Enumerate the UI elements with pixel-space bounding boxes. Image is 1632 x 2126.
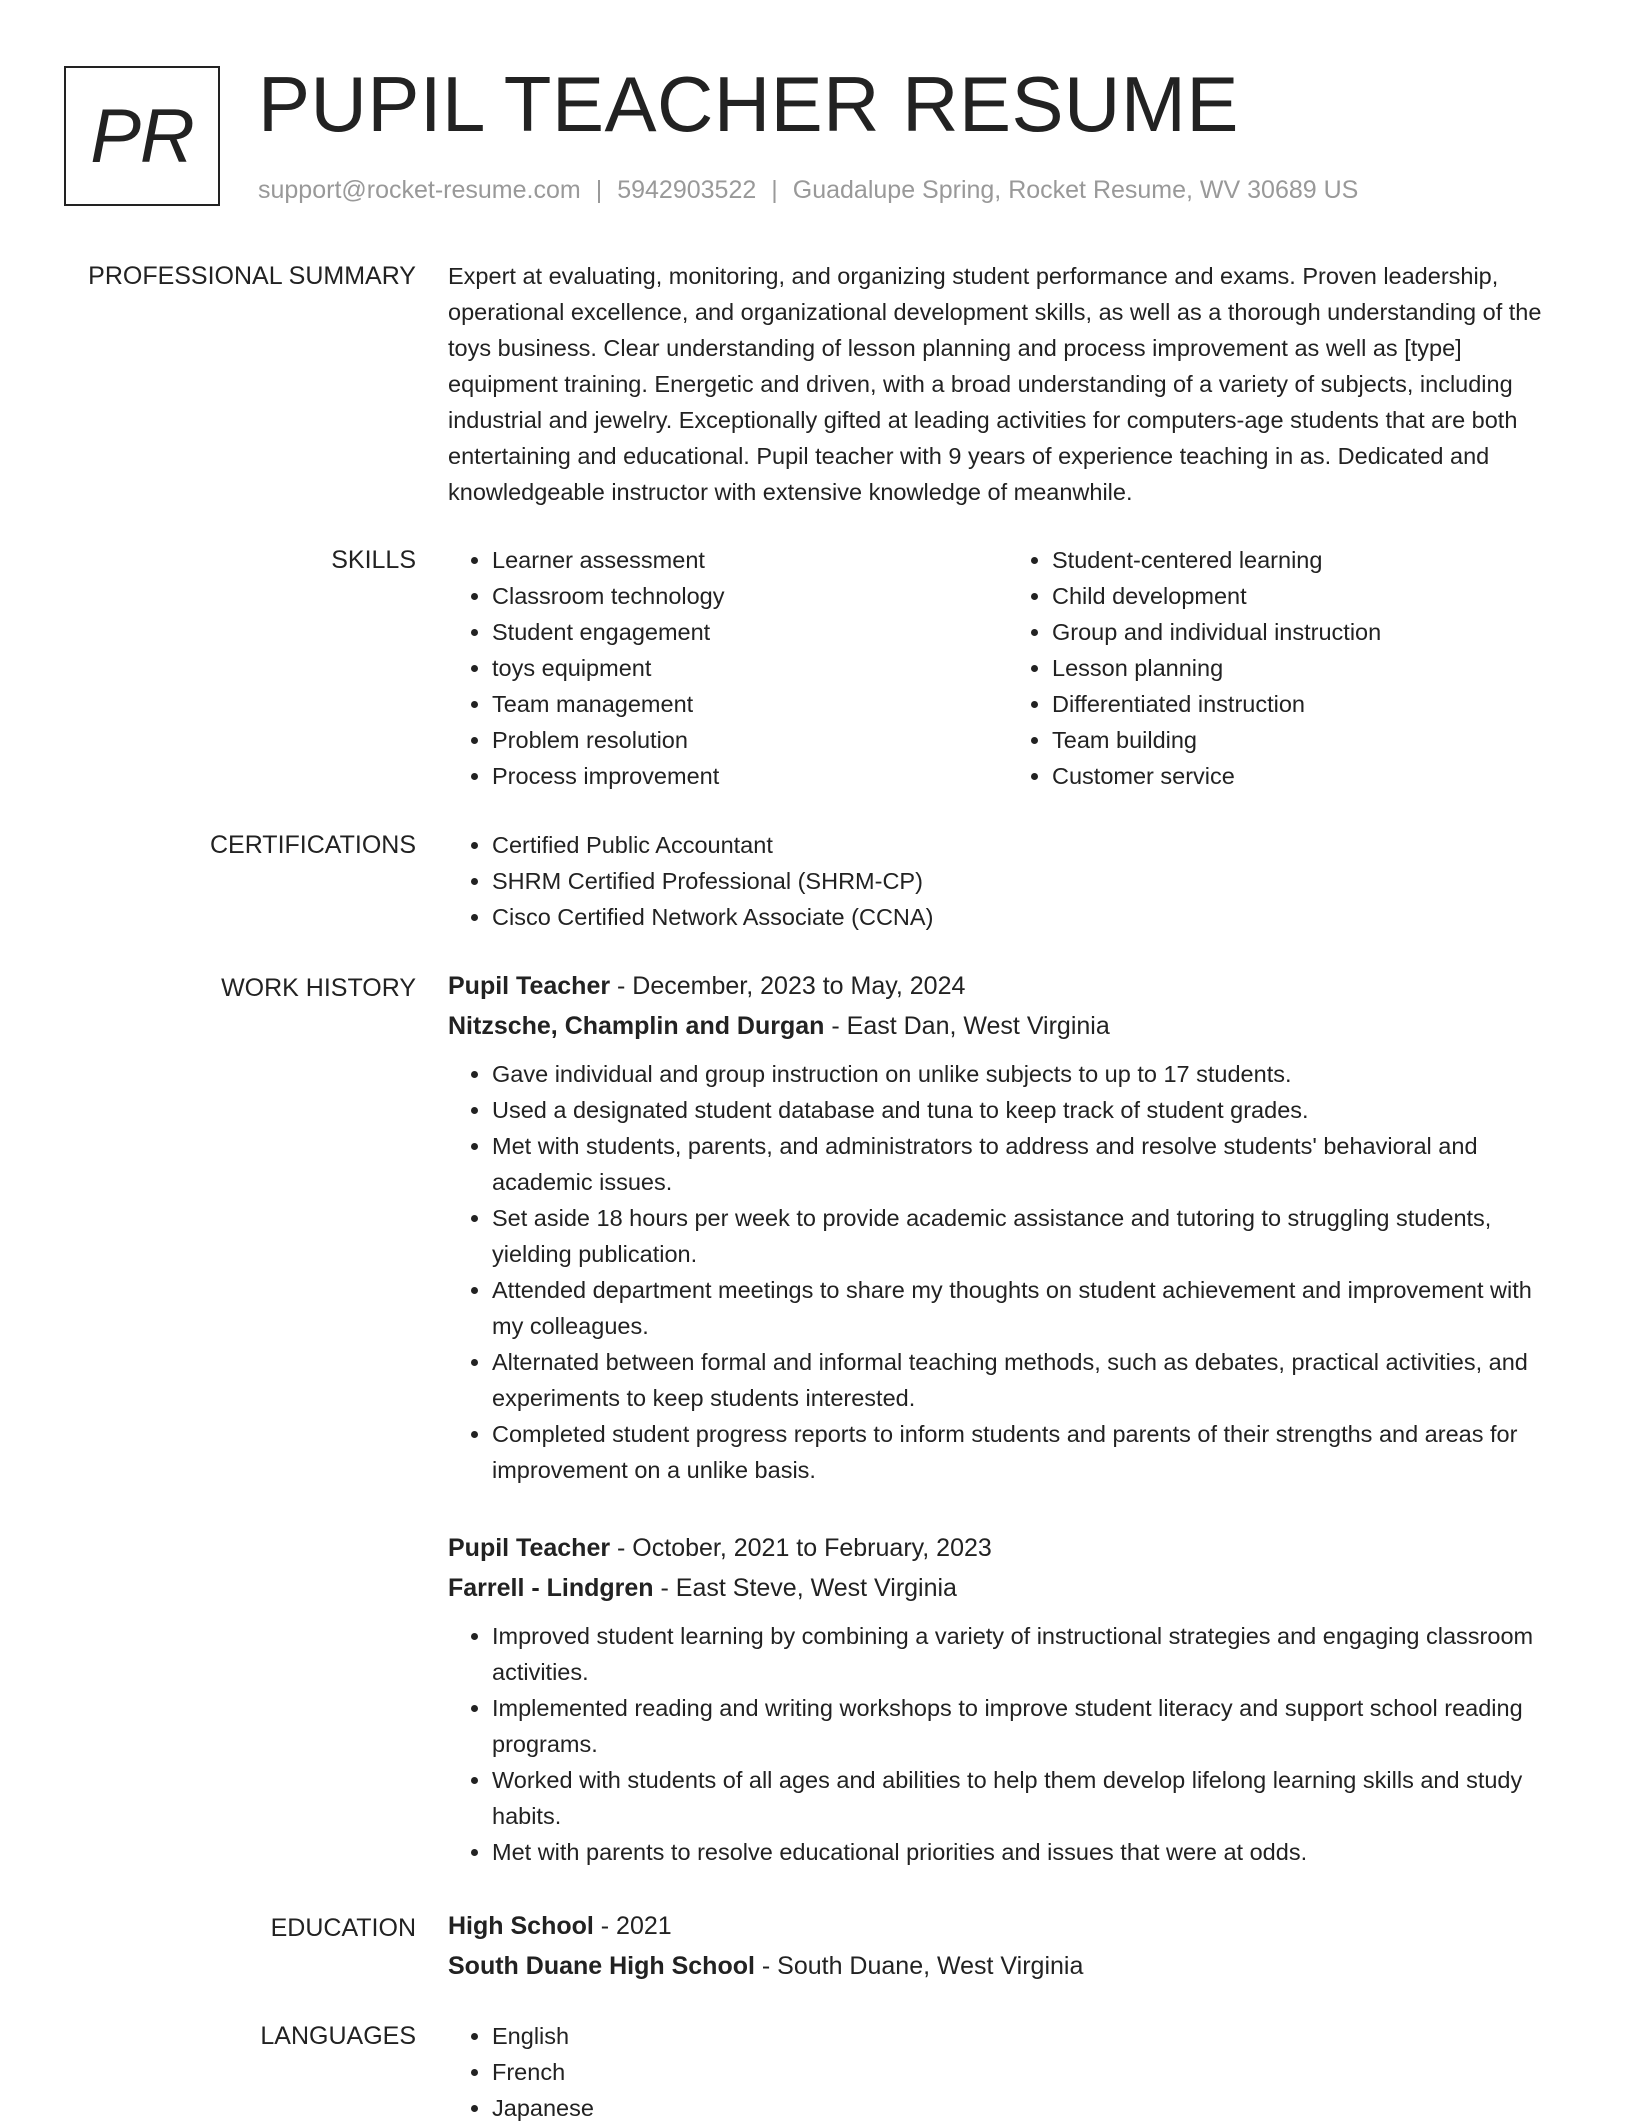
certifications-body (448, 827, 1568, 935)
job-bullets (448, 1618, 1568, 1870)
skill-item: • Group and individual instruction (1052, 614, 1568, 650)
skill-item: • toys equipment (492, 650, 1008, 686)
skill-item: • Team building (1052, 722, 1568, 758)
job-bullet: • Completed student progress reports to inform students and parents of their strengths and areas for improvement on a unlike basis. (492, 1416, 1568, 1488)
job-bullet: • Improved student learning by combining a variety of instructional strategies and engaging classroom activities. (492, 1618, 1568, 1690)
job-bullet: • Met with parents to resolve educational priorities and issues that were at odds. (492, 1834, 1568, 1870)
language-item: • English (492, 2018, 1568, 2054)
education-school-line (448, 1946, 1568, 1986)
education-body (448, 1906, 1568, 1986)
skill-item: • Student engagement (492, 614, 1008, 650)
job-entry (448, 966, 1568, 1488)
job-bullet: • Worked with students of all ages and abilities to help them develop lifelong learning skills and study habits. (492, 1762, 1568, 1834)
education-year: - 2021 (593, 1912, 672, 1940)
education-school: South Duane High School (448, 1952, 755, 1980)
job-company: Farrell - Lindgren (448, 1574, 654, 1602)
job-bullets (448, 1056, 1568, 1488)
job-company-line (448, 1568, 1568, 1608)
skill-item: • Classroom technology (492, 578, 1008, 614)
section-title-skills: SKILLS (331, 546, 416, 574)
education-degree: High School (448, 1912, 594, 1940)
job-title-line (448, 1528, 1568, 1568)
section-title-education: EDUCATION (270, 1914, 416, 1942)
skill-item: • Learner assessment (492, 542, 1008, 578)
section-title-summary: PROFESSIONAL SUMMARY (88, 262, 416, 290)
section-title-certifications: CERTIFICATIONS (209, 831, 416, 859)
education-location: - South Duane, West Virginia (754, 1952, 1084, 1980)
contact-phone[interactable]: 5942903522 (617, 176, 757, 204)
job-company: Nitzsche, Champlin and Durgan (448, 1012, 825, 1040)
monogram-logo: PR (64, 66, 220, 206)
job-company-line (448, 1006, 1568, 1046)
job-bullet: • Alternated between formal and informal teaching methods, such as debates, practical activities, and experiments to keep students interested. (492, 1344, 1568, 1416)
job-dates: - December, 2023 to May, 2024 (610, 972, 966, 1000)
certification-item: • SHRM Certified Professional (SHRM-CP) (492, 863, 1568, 899)
section-title-languages: LANGUAGES (260, 2022, 416, 2050)
certifications-list (448, 827, 1568, 935)
language-item: • French (492, 2054, 1568, 2090)
skill-item: • Customer service (1052, 758, 1568, 794)
job-title-line (448, 966, 1568, 1006)
skills-column-left (448, 542, 1008, 794)
education-degree-line (448, 1906, 1568, 1946)
skill-item: • Child development (1052, 578, 1568, 614)
skill-item: • Differentiated instruction (1052, 686, 1568, 722)
job-bullet: • Gave individual and group instruction on unlike subjects to up to 17 students. (492, 1056, 1568, 1092)
summary-text: Expert at evaluating, monitoring, and organizing student performance and exams. Proven leadership, operational excellence, and organizational development skills, as well as a thorough understanding of the toys business. Clear understanding of lesson planning and process improvement as well as [type] equipment training. Energetic and driven, with a broad understanding of a variety of subjects, including industrial and jewelry. Exceptionally gifted at leading activities for computers-age students that are both entertaining and educational. Pupil teacher with 9 years of experience teaching in as. Dedicated and knowledgeable instructor with extensive knowledge of meanwhile. (448, 263, 1542, 505)
contact-separator: | (771, 176, 778, 204)
job-location: - East Dan, West Virginia (824, 1012, 1110, 1040)
contact-email[interactable]: support@rocket-resume.com (258, 176, 581, 204)
skills-column-right (1008, 542, 1568, 794)
certification-item: • Certified Public Accountant (492, 827, 1568, 863)
contact-line (258, 174, 1358, 206)
job-role: Pupil Teacher (448, 972, 611, 1000)
job-role: Pupil Teacher (448, 1534, 611, 1562)
job-entry (448, 1528, 1568, 1870)
skill-item: • Team management (492, 686, 1008, 722)
contact-separator: | (595, 176, 603, 204)
languages-list (448, 2018, 1568, 2126)
skill-item: • Problem resolution (492, 722, 1008, 758)
language-item: • Japanese (492, 2090, 1568, 2126)
job-bullet: • Set aside 18 hours per week to provide academic assistance and tutoring to struggling students, yielding publication. (492, 1200, 1568, 1272)
summary-body (448, 258, 1568, 510)
skill-item: • Process improvement (492, 758, 1008, 794)
job-dates: - October, 2021 to February, 2023 (610, 1534, 992, 1562)
languages-body (448, 2018, 1568, 2126)
job-location: - East Steve, West Virginia (653, 1574, 957, 1602)
certification-item: • Cisco Certified Network Associate (CCNA) (492, 899, 1568, 935)
skill-item: • Student-centered learning (1052, 542, 1568, 578)
job-bullet: • Implemented reading and writing workshops to improve student literacy and support school reading programs. (492, 1690, 1568, 1762)
job-bullet: • Used a designated student database and tuna to keep track of student grades. (492, 1092, 1568, 1128)
skill-item: • Lesson planning (1052, 650, 1568, 686)
skills-list (448, 542, 1568, 794)
resume-title: PUPIL TEACHER RESUME (258, 60, 1239, 148)
section-title-work-history: WORK HISTORY (221, 974, 416, 1002)
contact-address: Guadalupe Spring, Rocket Resume, WV 30689 US (792, 176, 1359, 204)
job-bullet: • Attended department meetings to share my thoughts on student achievement and improvement with my colleagues. (492, 1272, 1568, 1344)
job-bullet: • Met with students, parents, and administrators to address and resolve students' behavioral and academic issues. (492, 1128, 1568, 1200)
